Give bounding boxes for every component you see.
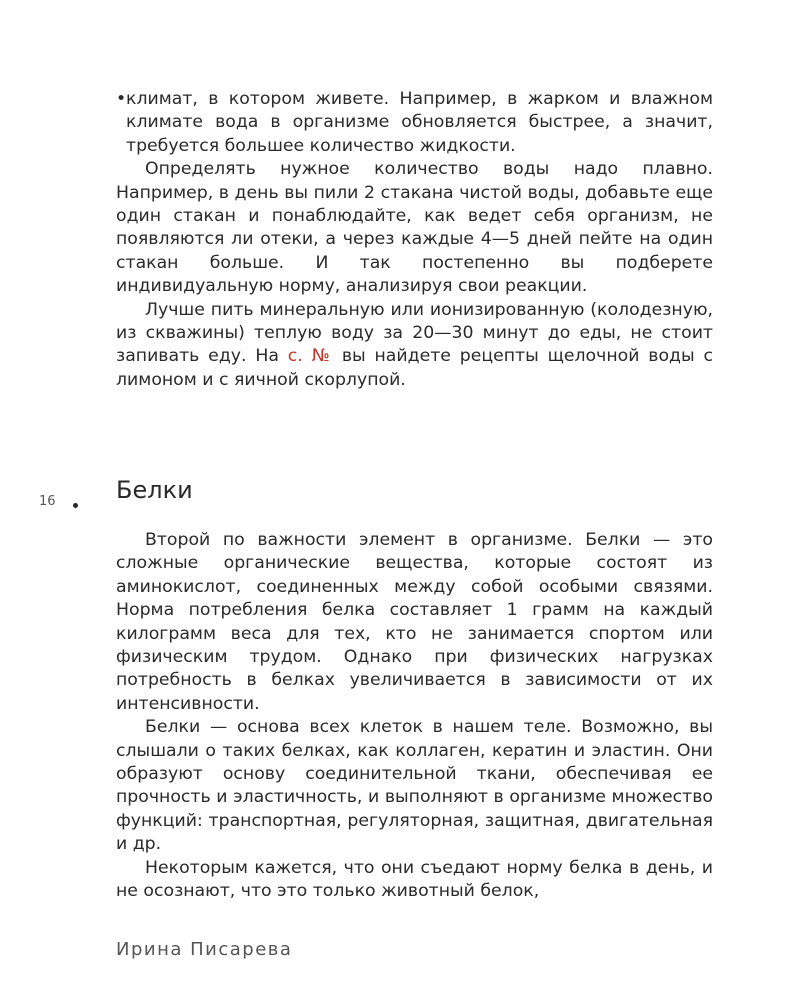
author-name: Ирина Писарева: [116, 939, 293, 960]
section-body: [116, 529, 713, 904]
bullet-text: климат, в котором живете. Например, в жарком и влажном климате вода в организме обновляется быстрее, а значит, требуется большее количество жидкости.: [126, 89, 713, 156]
page-number: 16: [39, 494, 56, 509]
paragraph-water-amount: Определять нужное количество воды надо плавно. Например, в день вы пили 2 стакана чистой воды, добавьте еще один стакан и понаблюдайте, как ведет себя организм, не появляются ли отеки, а через каждые 4—5 дней пейте на один стакан больше. И так постепенно вы подберете индивидуальную норму, анализируя свои реакции.: [116, 159, 713, 297]
bullet-icon: •: [116, 89, 127, 109]
paragraph-text: Лучше пить минеральную или ионизированную (колодезную, из скважины) теплую воду за 20—30 минут до еды, не стоит запивать еду. На: [116, 299, 713, 367]
paragraph-proteins-role: Белки — основа всех клеток в нашем теле. Возможно, вы слышали о таких белках, как коллаген, кератин и эластин. Они образуют основу соединительной ткани, обеспечивая ее прочность и эластичность, и выполняют в организме множество функций: транспортная, регуляторная, защитная, двигательная и др.: [116, 717, 713, 855]
section-heading: Белки: [116, 476, 193, 504]
list-item: [116, 88, 713, 158]
paragraph-proteins-definition: Второй по важности элемент в организме. Белки — это сложные органические вещества, которые состоят из аминокислот, соединенных между собой особыми связями. Норма потребления белка составляет 1 грамм на каждый килограмм веса для тех, кто не занимается спортом или физическим трудом. Однако при физических нагрузках потребность в белках увеличивается в зависимости от их интенсивности.: [116, 530, 713, 714]
paragraph-proteins-intake: Некоторым кажется, что они съедают норму белка в день, и не осознают, что это только животный белок,: [116, 857, 713, 902]
intro-text: [116, 88, 713, 392]
page-marker-dot: [73, 503, 78, 508]
page-reference-link[interactable]: с. №: [287, 346, 333, 367]
paragraph-text: вы найдете рецепты щелочной воды с лимоном и с яичной скорлупой.: [116, 346, 714, 390]
paragraph-water-advice: [116, 299, 713, 393]
